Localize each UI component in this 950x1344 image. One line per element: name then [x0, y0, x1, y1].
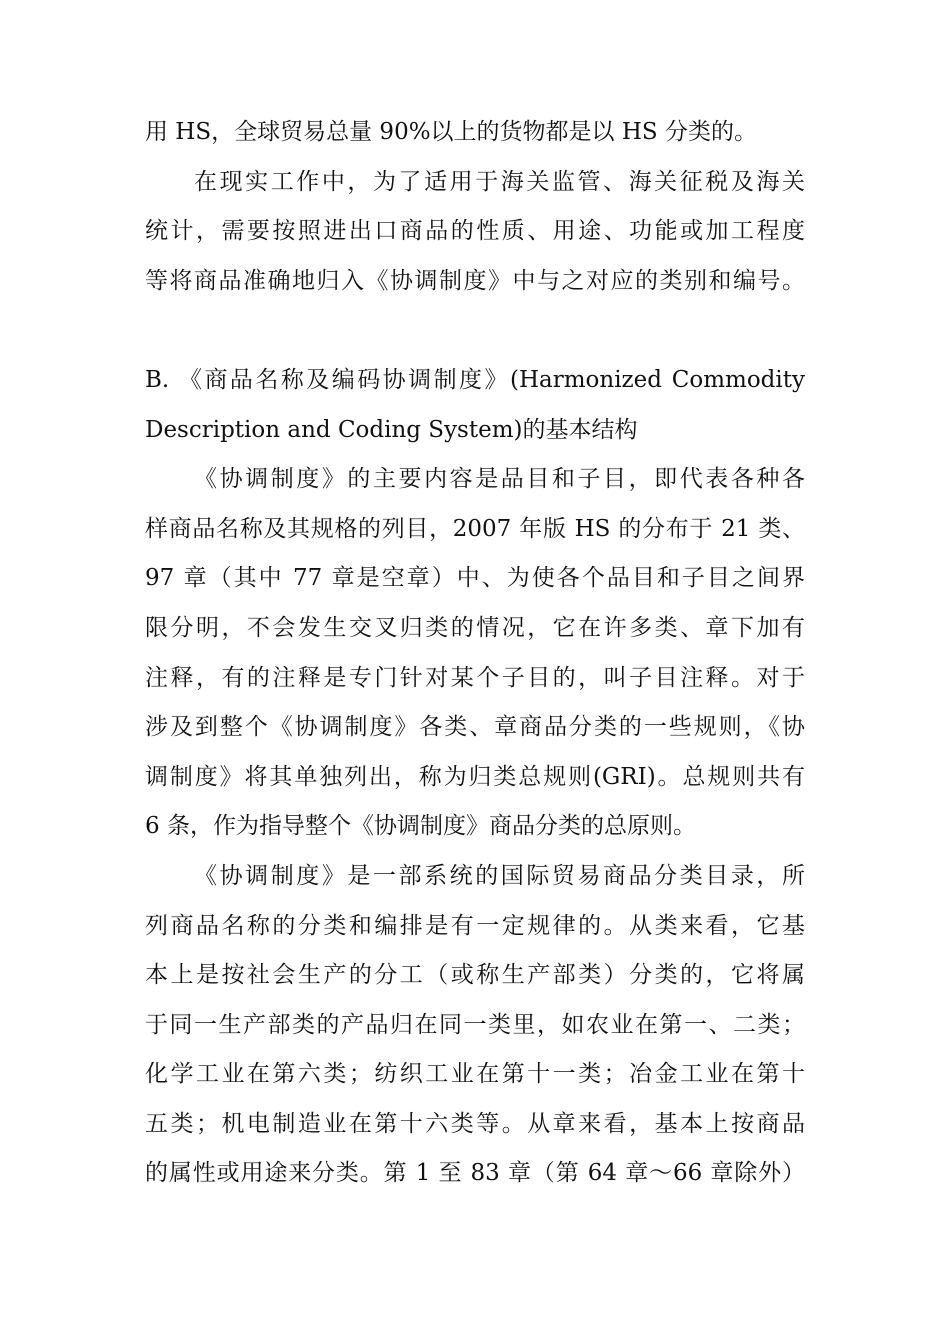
text-line: 的属性或用途来分类。第 1 至 83 章（第 64 章～66 章除外） — [145, 1160, 805, 1187]
text-line: 《协调制度》的主要内容是品目和子目，即代表各种各 — [194, 466, 805, 493]
text-line: 本上是按社会生产的分工（或称生产部类）分类的，它将属 — [145, 962, 805, 989]
text-line: 涉及到整个《协调制度》各类、章商品分类的一些规则，《协 — [145, 714, 805, 741]
text-line: 用 HS，全球贸易总量 90%以上的货物都是以 HS 分类的。 — [145, 119, 757, 145]
paragraph-gap — [145, 306, 805, 356]
text-line: 样商品名称及其规格的列目，2007 年版 HS 的分布于 21 类、 — [145, 515, 805, 542]
heading-line: Description and Coding System)的基本结构 — [145, 416, 638, 443]
text-line: 化学工业在第六类；纺织工业在第十一类；冶金工业在第十 — [145, 1061, 805, 1088]
text-line: 注释，有的注释是专门针对某个子目的，叫子目注释。对于 — [145, 664, 805, 691]
heading-line: B. 《商品名称及编码协调制度》(Harmonized Commodity — [145, 366, 805, 393]
paragraph-continuation — [145, 108, 805, 158]
text-line: 等将商品准确地归入《协调制度》中与之对应的类别和编号。 — [145, 267, 805, 294]
text-line: 限分明，不会发生交叉归类的情况，它在许多类、章下加有 — [145, 614, 805, 641]
paragraph-customs-practice — [145, 158, 805, 307]
paragraph-classification-logic — [145, 852, 805, 1199]
section-heading — [145, 356, 805, 455]
text-line: 97 章（其中 77 章是空章）中、为使各个品目和子目之间界 — [145, 565, 805, 592]
text-line: 于同一生产部类的产品归在同一类里，如农业在第一、二类； — [145, 1011, 805, 1038]
body-text — [145, 108, 805, 1199]
text-line: 在现实工作中，为了适用于海关监管、海关征税及海关 — [194, 168, 805, 195]
text-line: 《协调制度》是一部系统的国际贸易商品分类目录，所 — [194, 862, 805, 889]
text-line: 调制度》将其单独列出，称为归类总规则(GRI)。总规则共有 — [145, 763, 805, 790]
text-line: 列商品名称的分类和编排是有一定规律的。从类来看，它基 — [145, 912, 805, 939]
paragraph-main-content — [145, 455, 805, 852]
text-line: 统计，需要按照进出口商品的性质、用途、功能或加工程度 — [145, 218, 805, 245]
text-line: 五类；机电制造业在第十六类等。从章来看，基本上按商品 — [145, 1110, 805, 1137]
text-line: 6 条，作为指导整个《协调制度》商品分类的总原则。 — [145, 813, 696, 840]
